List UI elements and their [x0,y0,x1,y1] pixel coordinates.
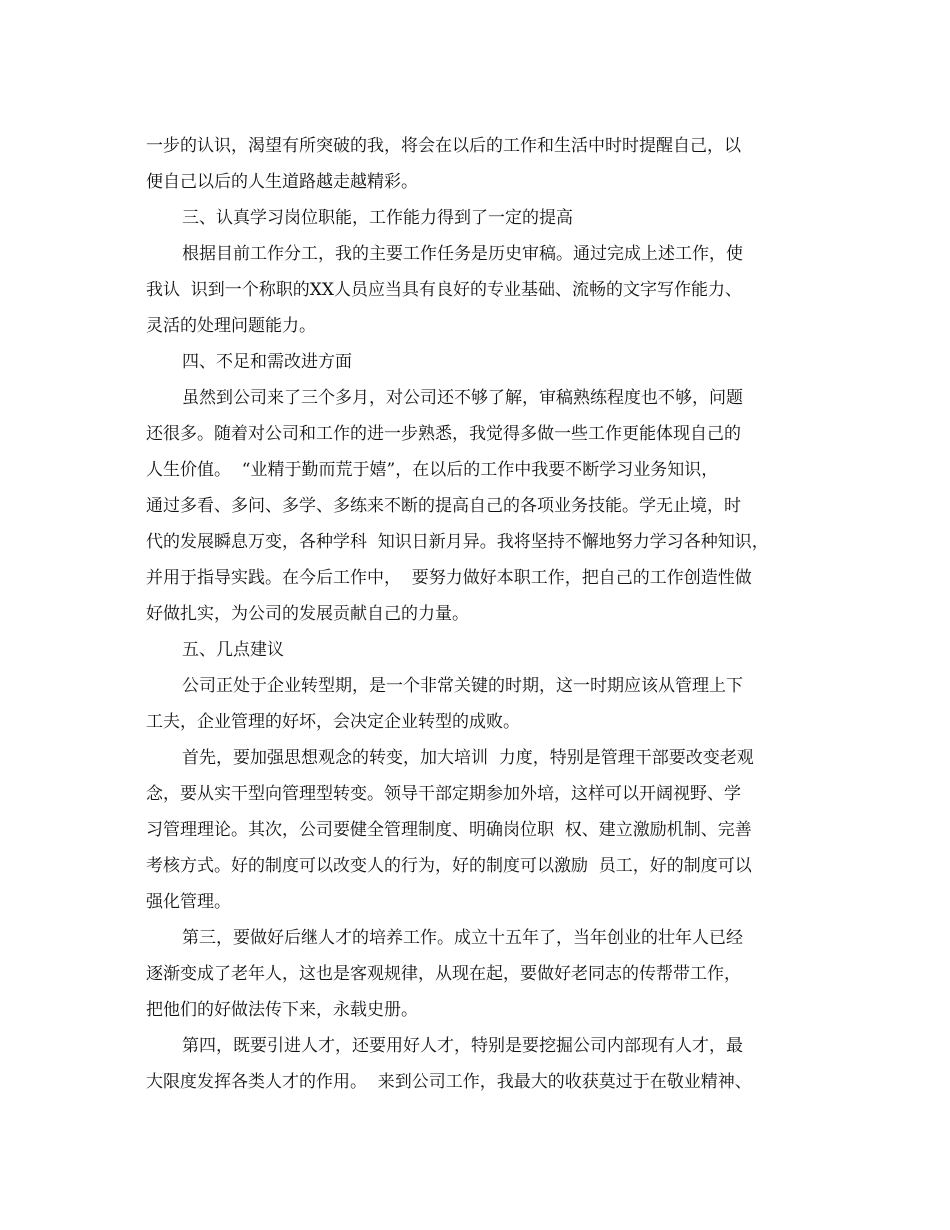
text-line: 首先，要加强思想观念的转变，加大培训 力度，特别是管理干部要改变老观 [182,748,754,768]
text-line: 通过多看、多问、多学、多练来不断的提高自己的各项业务技能。学无止境，时 [146,496,741,516]
text-line: 并用于指导实践。在今后工作中， 要努力做好本职工作，把自己的工作创造性做 [146,568,752,588]
text-line: 第四，既要引进人才，还要用好人才，特别是要挖掘公司内部现有人才，最 [182,1036,743,1056]
text-line: 公司正处于企业转型期，是一个非常关键的时期，这一时期应该从管理上下 [182,676,743,696]
text-line: 一步的认识，渴望有所突破的我，将会在以后的工作和生活中时时提醒自己，以 [146,136,741,156]
section-heading: 四、不足和需改进方面 [182,352,352,372]
text-line: 大限度发挥各类人才的作用。 来到公司工作，我最大的收获莫过于在敬业精神、 [146,1072,752,1092]
text-line: 把他们的好做法传下来，永载史册。 [146,1000,418,1020]
text-line: 我认 识到一个称职的XX人员应当具有良好的专业基础、流畅的文字写作能力、 [146,280,743,300]
text-line: 考核方式。好的制度可以改变人的行为，好的制度可以激励 员工，好的制度可以 [146,856,752,876]
text-line: 人生价值。 “业精于勤而荒于嬉”，在以后的工作中我要不断学习业务知识， [146,460,719,480]
text-line: 工夫，企业管理的好坏，会决定企业转型的成败。 [146,712,520,732]
text-line: 念，要从实干型向管理型转变。领导干部定期参加外培，这样可以开阔视野、学 [146,784,741,804]
text-line: 第三，要做好后继人才的培养工作。成立十五年了，当年创业的壮年人已经 [182,928,743,948]
section-heading: 五、几点建议 [182,640,284,660]
text-line: 逐渐变成了老年人，这也是客观规律，从现在起，要做好老同志的传帮带工作， [146,964,741,984]
text-line: 好做扎实，为公司的发展贡献自己的力量。 [146,604,469,624]
section-heading: 三、认真学习岗位职能，工作能力得到了一定的提高 [182,208,573,228]
text-line: 根据目前工作分工，我的主要工作任务是历史审稿。通过完成上述工作，使 [182,244,743,264]
document-body [146,128,826,1100]
text-line: 习管理理论。其次，公司要健全管理制度、明确岗位职 权、建立激励机制、完善 [146,820,752,840]
text-line: 灵活的处理问题能力。 [146,316,316,336]
text-line: 虽然到公司来了三个多月，对公司还不够了解，审稿熟练程度也不够，问题 [182,388,743,408]
text-line: 强化管理。 [146,892,231,912]
text-line: 代的发展瞬息万变，各种学科 知识日新月异。我将坚持不懈地努力学习各种知识， [146,532,769,552]
text-line: 还很多。随着对公司和工作的进一步熟悉，我觉得多做一些工作更能体现自己的 [146,424,741,444]
text-line: 便自己以后的人生道路越走越精彩。 [146,172,418,192]
